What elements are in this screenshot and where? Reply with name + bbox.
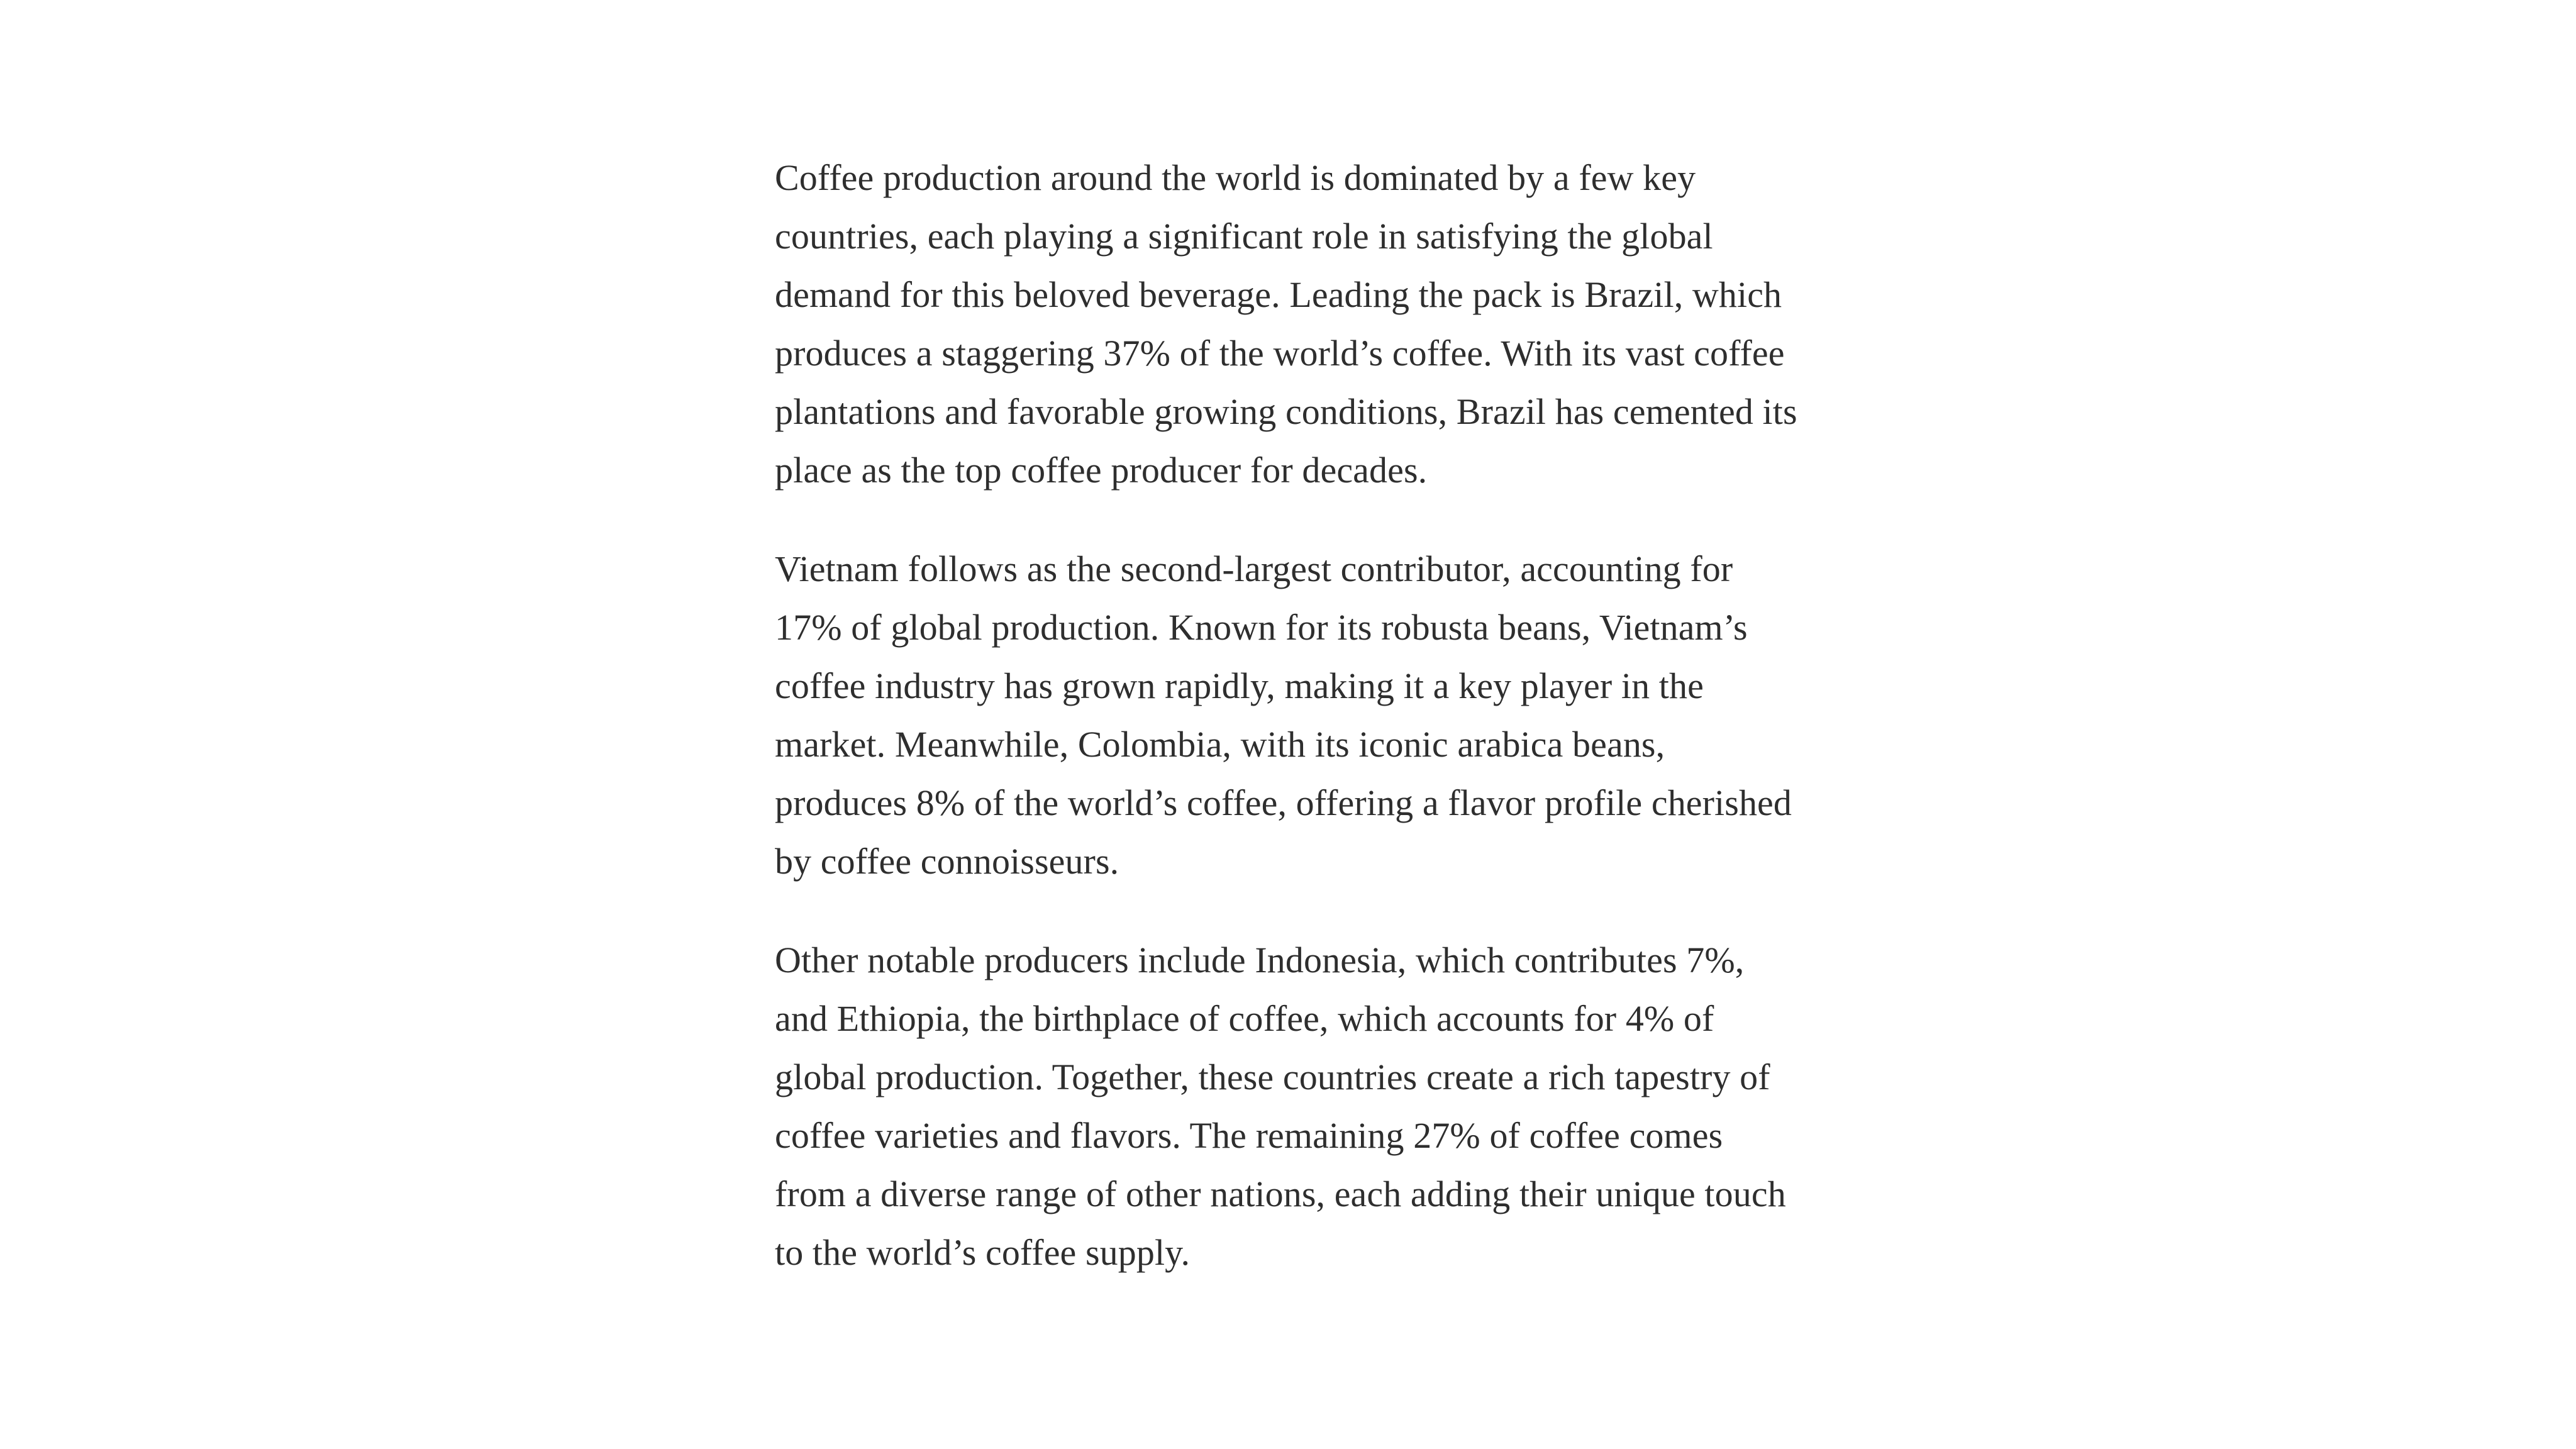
- paragraph-1: Coffee production around the world is dominated by a few key countries, each playing a significant role in satisfying the global demand for this beloved beverage. Leading the pack is Brazil, which produces a staggering 37% of the world’s coffee. With its vast coffee plantations and favorable growing conditions, Brazil has cemented its place as the top coffee producer for decades.: [775, 157, 1797, 491]
- article-body: [775, 148, 1800, 1282]
- paragraph-3: Other notable producers include Indonesia, which contributes 7%, and Ethiopia, the birthplace of coffee, which accounts for 4% of global production. Together, these countries create a rich tapestry of coffee varieties and flavors. The remaining 27% of coffee comes from a diverse range of other nations, each adding their unique touch to the world’s coffee supply.: [775, 940, 1786, 1273]
- paragraph-2: Vietnam follows as the second-largest contributor, accounting for 17% of global production. Known for its robusta beans, Vietnam’s coffee industry has grown rapidly, making it a key player in the market. Meanwhile, Colombia, with its iconic arabica beans, produces 8% of the world’s coffee, offering a flavor profile cherished by coffee connoisseurs.: [775, 548, 1792, 882]
